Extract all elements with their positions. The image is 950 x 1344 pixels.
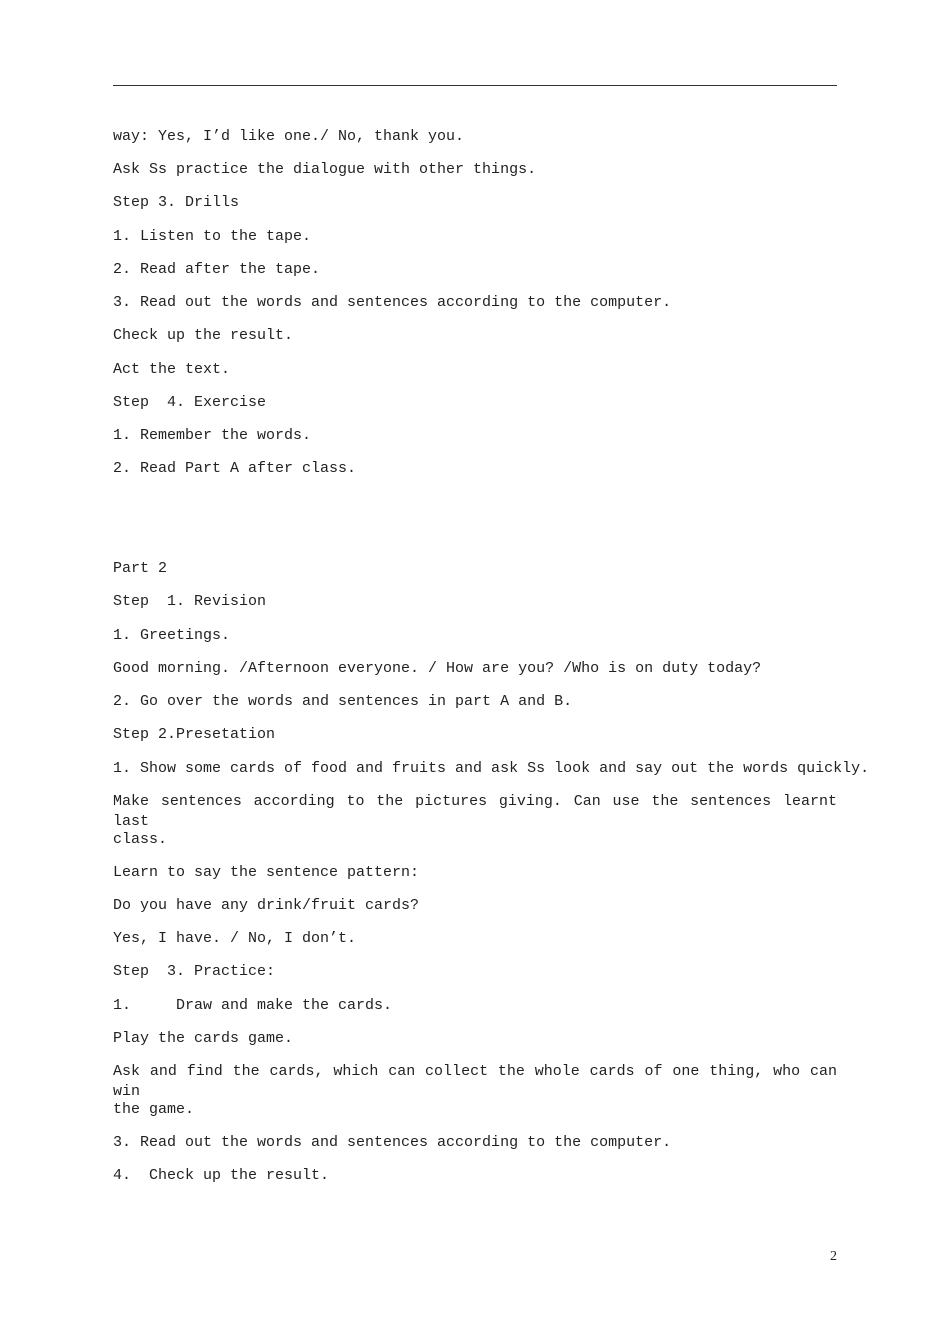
step-heading: Step 2.Presetation — [113, 726, 276, 743]
list-item: 3. Read out the words and sentences according to the computer. — [113, 1134, 672, 1151]
text-line: Act the text. — [113, 361, 231, 378]
list-item: 1. Show some cards of food and fruits and ask Ss look and say out the words quickly. — [113, 760, 870, 777]
text-line: Ask Ss practice the dialogue with other things. — [113, 161, 537, 178]
header-rule — [113, 85, 837, 86]
text-line: Make sentences according to the pictures giving. Can use the sentences learnt last — [113, 793, 837, 830]
text-line: Check up the result. — [113, 327, 294, 344]
step-heading: Step 3. Drills — [113, 194, 240, 211]
part-heading: Part 2 — [113, 560, 168, 577]
list-item: 1. Draw and make the cards. — [113, 997, 393, 1014]
list-item: 2. Read Part A after class. — [113, 460, 357, 477]
list-item: 2. Go over the words and sentences in part A and B. — [113, 693, 573, 710]
text-line: Ask and find the cards, which can collect the whole cards of one thing, who can win — [113, 1063, 837, 1100]
list-item: 1. Greetings. — [113, 627, 231, 644]
step-heading: Step 1. Revision — [113, 593, 267, 610]
page-number: 2 — [830, 1249, 837, 1264]
list-item: 1. Listen to the tape. — [113, 228, 312, 245]
text-line: way: Yes, I’d like one./ No, thank you. — [113, 128, 465, 145]
text-line: Play the cards game. — [113, 1030, 294, 1047]
text-line: Learn to say the sentence pattern: — [113, 864, 420, 881]
list-item: 1. Remember the words. — [113, 427, 312, 444]
text-line: class. — [113, 831, 168, 848]
list-item: 4. Check up the result. — [113, 1167, 330, 1184]
list-item: 3. Read out the words and sentences according to the computer. — [113, 294, 672, 311]
text-line: Yes, I have. / No, I don’t. — [113, 930, 357, 947]
text-line: Good morning. /Afternoon everyone. / How are you? /Who is on duty today? — [113, 660, 762, 677]
step-heading: Step 3. Practice: — [113, 963, 276, 980]
step-heading: Step 4. Exercise — [113, 394, 267, 411]
text-line: Do you have any drink/fruit cards? — [113, 897, 420, 914]
text-line: the game. — [113, 1101, 195, 1118]
list-item: 2. Read after the tape. — [113, 261, 321, 278]
